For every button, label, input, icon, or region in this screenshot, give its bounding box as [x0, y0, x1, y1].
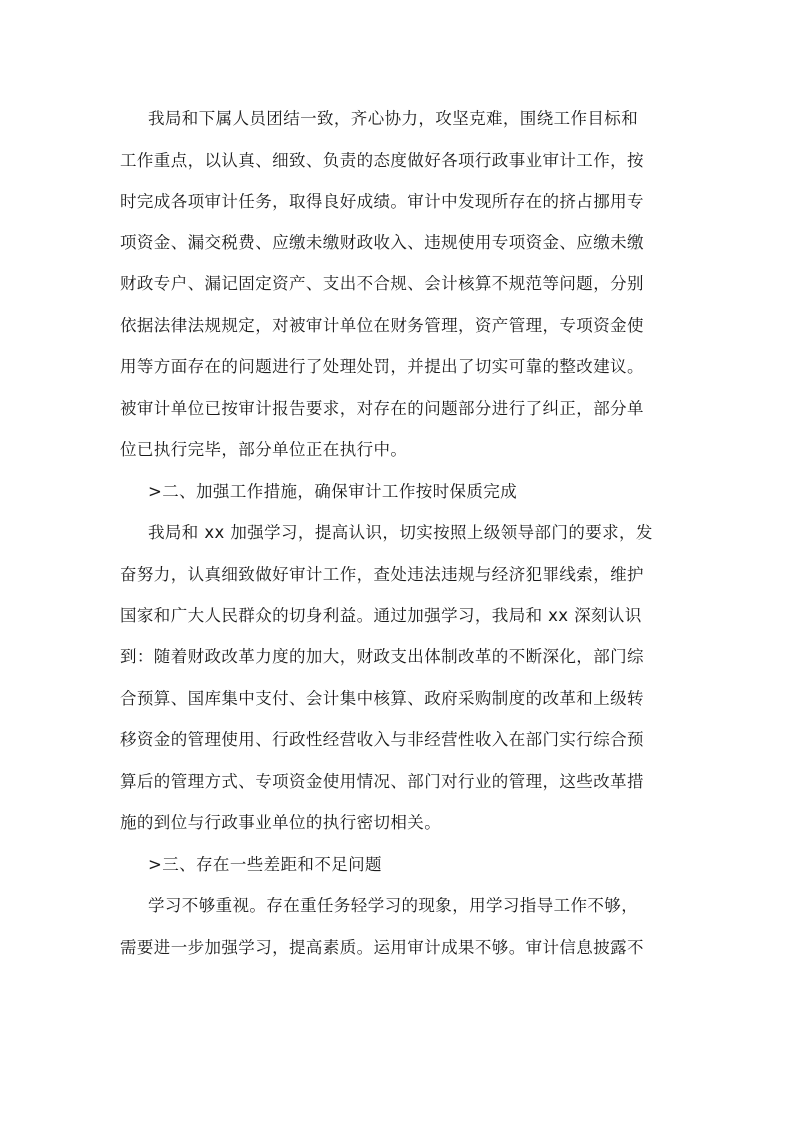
paragraph-1-line-9: 位已执行完毕，部分单位正在执行中。	[120, 440, 408, 459]
paragraph-2-line-7: 算后的管理方式、专项资金使用情况、部门对行业的管理，这些改革措	[120, 772, 644, 791]
paragraph-2-line-4: 到：随着财政改革力度的加大，财政支出体制改革的不断深化，部门综	[120, 647, 644, 666]
paragraph-1-line-5: 财政专户、漏记固定资产、支出不合规、会计核算不规范等问题，分别	[120, 274, 644, 293]
paragraph-2-line-5: 合预算、国库集中支付、会计集中核算、政府采购制度的改革和上级转	[120, 689, 644, 708]
paragraph-2-line-1: 我局和 xx 加强学习，提高认识，切实按照上级领导部门的要求，发	[148, 523, 653, 542]
paragraph-1-line-8: 被审计单位已按审计报告要求，对存在的问题部分进行了纠正，部分单	[120, 399, 644, 418]
paragraph-3-line-1: 学习不够重视。存在重任务轻学习的现象，用学习指导工作不够，	[148, 896, 639, 915]
paragraph-2-line-3: 国家和广大人民群众的切身利益。通过加强学习，我局和 xx 深刻认识	[120, 606, 642, 625]
paragraph-2-line-8: 施的到位与行政事业单位的执行密切相关。	[120, 813, 442, 832]
paragraph-1-line-6: 依据法律法规规定，对被审计单位在财务管理，资产管理，专项资金使	[120, 316, 644, 335]
paragraph-1-line-2: 工作重点，以认真、细致、负责的态度做好各项行政事业审计工作，按	[120, 151, 644, 170]
paragraph-1-line-3: 时完成各项审计任务，取得良好成绩。审计中发现所存在的挤占挪用专	[120, 192, 644, 211]
paragraph-2-line-2: 奋努力，认真细致做好审计工作，查处违法违规与经济犯罪线索，维护	[120, 565, 644, 584]
paragraph-3-line-2: 需要进一步加强学习，提高素质。运用审计成果不够。审计信息披露不	[120, 938, 644, 957]
paragraph-1-line-4: 项资金、漏交税费、应缴未缴财政收入、违规使用专项资金、应缴未缴	[120, 233, 644, 252]
paragraph-1-line-1: 我局和下属人员团结一致，齐心协力，攻坚克难，围绕工作目标和	[148, 109, 639, 128]
section-heading-3: >三、存在一些差距和不足问题	[148, 855, 382, 874]
paragraph-1-line-7: 用等方面存在的问题进行了处理处罚，并提出了切实可靠的整改建议。	[120, 357, 644, 376]
paragraph-2-line-6: 移资金的管理使用、行政性经营收入与非经营性收入在部门实行综合预	[120, 730, 644, 749]
section-heading-2: >二、加强工作措施，确保审计工作按时保质完成	[148, 482, 518, 501]
